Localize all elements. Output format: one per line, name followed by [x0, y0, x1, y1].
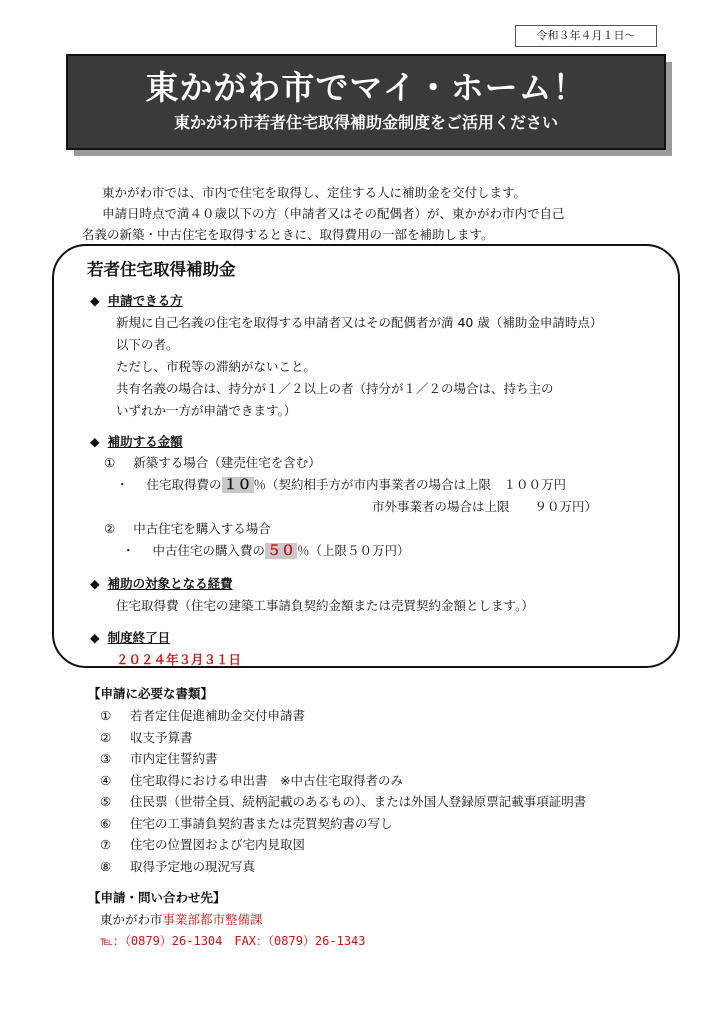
list-item: ⑤ 住民票（世帯全員、続柄記載のあるもの）、または外国人登録原票記載事項証明書 — [100, 794, 587, 809]
end-heading — [90, 628, 170, 646]
new-build-row — [104, 453, 321, 471]
banner-title: 東かがわ市でマイ・ホーム！ — [145, 68, 587, 107]
list-item: ⑧ 取得予定地の現況写真 — [100, 858, 256, 874]
list-item: ④ 住宅取得における申出書 ※中古住宅取得者のみ — [100, 772, 403, 788]
end-heading-text: 制度終了日 — [107, 630, 171, 645]
diamond-icon: ◆ — [90, 293, 100, 308]
new-build-rate-line2: 市外事業者の場合は上限 ９０万円） — [372, 499, 598, 514]
eligible-heading-text: 申請できる方 — [107, 293, 183, 308]
bullet: ・ — [122, 543, 135, 558]
contact-heading: 【申請・問い合わせ先】 — [88, 890, 226, 905]
documents-heading: 【申請に必要な書類】 — [88, 686, 214, 701]
intro-line: 申請日時点で満４０歳以下の方（申請者又はその配偶者）が、東かがわ市内で自己 — [102, 206, 565, 221]
list-item: ① 若者定住促進補助金交付申請書 — [100, 708, 306, 723]
new-build-percent: １０ — [223, 477, 252, 493]
used-house-prefix: 中古住宅の購入費の — [152, 543, 266, 558]
bullet: ・ — [116, 477, 129, 492]
expense-heading — [90, 574, 233, 592]
eligible-line: いずれか一方が申請できます。） — [116, 403, 297, 418]
list-item: ⑦ 住宅の位置図および宅内見取図 — [100, 837, 306, 852]
used-house-row — [104, 519, 271, 537]
diamond-icon: ◆ — [90, 576, 100, 591]
contact-city: 東かがわ市 — [100, 912, 163, 927]
used-house-rate — [122, 541, 410, 559]
eligible-heading — [90, 291, 183, 309]
diamond-icon: ◆ — [90, 630, 100, 645]
intro-line: 名義の新築・中古住宅を取得するときに、取得費用の一部を補助します。 — [82, 227, 494, 242]
used-house-num: ② — [104, 521, 116, 536]
used-house-suffix: ％（上限５０万円） — [297, 543, 410, 558]
end-date: ２０２４年３月３１日 — [116, 652, 242, 667]
eligible-line: ただし、市税等の滞納がないこと。 — [116, 359, 317, 374]
contact-department — [100, 910, 263, 928]
new-build-suffix: ％（契約相手方が市内事業者の場合は上限 １００万円 — [253, 477, 567, 492]
banner-subtitle: 東かがわ市若者住宅取得補助金制度をご活用ください — [173, 113, 558, 132]
used-house-percent: ５０ — [267, 543, 296, 559]
contact-phone: ℡：（0879）26-1304 FAX：（0879）26-1343 — [100, 934, 366, 948]
eligible-line: 新規に自己名義の住宅を取得する申請者又はその配偶者が満 40 歳（補助金申請時点） — [116, 315, 603, 330]
list-item: ② 収支予算書 — [100, 729, 193, 745]
new-build-num: ① — [104, 455, 116, 470]
amount-heading-text: 補助する金額 — [107, 434, 183, 449]
diamond-icon: ◆ — [90, 434, 100, 449]
title-banner — [66, 54, 666, 150]
expense-heading-text: 補助の対象となる経費 — [107, 576, 233, 591]
intro-line: 東かがわ市では、市内で住宅を取得し、定住する人に補助金を交付します。 — [102, 185, 527, 200]
documents-list — [100, 706, 586, 878]
expense-text: 住宅取得費（住宅の建築工事請負契約金額または売買契約金額とします。） — [116, 598, 534, 613]
new-build-prefix: 住宅取得費の — [146, 477, 222, 492]
date-label: 令和３年４月１日～ — [515, 25, 657, 47]
list-item: ③ 市内定住誓約書 — [100, 751, 218, 766]
intro-paragraph — [84, 182, 684, 245]
eligible-line: 共有名義の場合は、持分が１／２以上の者（持分が１／２の場合は、持ち主の — [116, 381, 554, 396]
amount-heading — [90, 432, 183, 450]
new-build-label: 新築する場合（建売住宅を含む） — [133, 455, 321, 470]
eligible-line: 以下の者。 — [116, 337, 179, 352]
contact-dept-name: 事業部都市整備課 — [162, 912, 263, 927]
list-item: ⑥ 住宅の工事請負契約書または売買契約書の写し — [100, 815, 393, 831]
subsidy-title: 若者住宅取得補助金 — [87, 260, 236, 279]
new-build-rate — [116, 475, 566, 493]
used-house-label: 中古住宅を購入する場合 — [133, 521, 271, 536]
